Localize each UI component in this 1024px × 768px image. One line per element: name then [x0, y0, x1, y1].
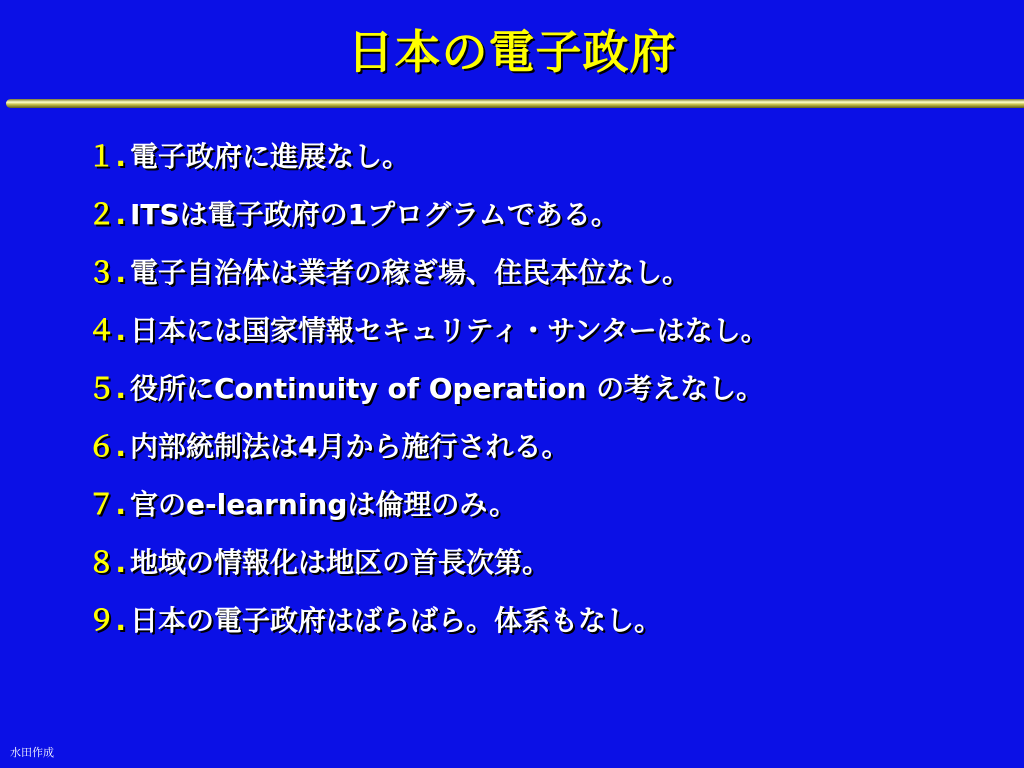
footer-credit: 水田作成 — [10, 746, 54, 759]
item-text: 日本の電子政府はばらばら。体系もなし。 — [130, 604, 663, 637]
item-number: ６. — [87, 430, 126, 463]
list-item — [70, 360, 769, 418]
item-text: 日本には国家情報セキュリティ・サンターはなし。 — [130, 314, 769, 347]
item-number: ４. — [87, 314, 126, 347]
list-item — [70, 128, 769, 186]
item-number: １. — [87, 140, 126, 173]
item-number: ７. — [87, 488, 126, 521]
item-number: ３. — [87, 256, 126, 289]
item-number: ８. — [87, 546, 126, 579]
list-item — [70, 186, 769, 244]
item-number: ９. — [87, 604, 126, 637]
item-number: ５. — [87, 372, 126, 405]
item-list — [70, 128, 769, 650]
item-number: ２. — [87, 198, 126, 231]
item-text: 電子政府に進展なし。 — [130, 140, 411, 173]
item-text: ITSは電子政府の1プログラムである。 — [130, 198, 619, 231]
list-item — [70, 244, 769, 302]
item-text: 地域の情報化は地区の首長次第。 — [130, 546, 551, 579]
item-text: 電子自治体は業者の稼ぎ場、住民本位なし。 — [130, 256, 691, 289]
item-text: 役所にContinuity of Operation の考えなし。 — [130, 372, 765, 405]
item-text: 内部統制法は4月から施行される。 — [130, 430, 570, 463]
list-item — [70, 476, 769, 534]
title-divider — [6, 99, 1024, 108]
slide-title: 日本の電子政府 — [347, 25, 677, 79]
list-item — [70, 418, 769, 476]
list-item — [70, 534, 769, 592]
list-item — [70, 592, 769, 650]
item-text: 官のe-learningは倫理のみ。 — [130, 488, 518, 521]
list-item — [70, 302, 769, 360]
